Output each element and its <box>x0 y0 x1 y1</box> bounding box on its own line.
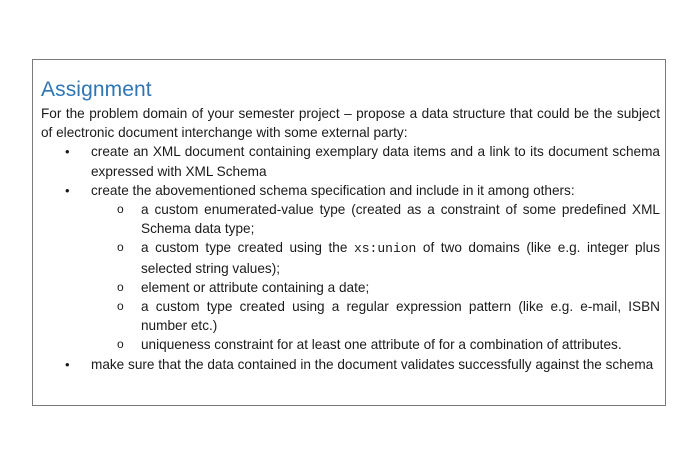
bullet-icon: • <box>65 144 70 160</box>
assignment-title: Assignment <box>41 78 152 101</box>
sub-list-item <box>91 200 660 238</box>
text-before-code: a custom type created using the <box>141 240 354 256</box>
list-item <box>41 181 660 355</box>
circle-bullet-icon: o <box>117 202 124 217</box>
text-after-code: of two domains (like e.g. integer plus selected string values); <box>141 240 660 276</box>
list-item <box>41 142 660 180</box>
circle-bullet-icon: o <box>117 240 124 255</box>
sub-list-item <box>91 297 660 335</box>
sub-bullet-list <box>91 200 660 355</box>
sub-list-item-text: a custom enumerated-value type (created as a constraint of some predefined XML Schema data type; <box>141 202 660 237</box>
sub-list-item-text: uniqueness constraint for at least one attribute of for a combination of attributes. <box>141 337 622 353</box>
sub-list-item-text <box>141 240 660 275</box>
code-xs-union: xs:union <box>353 241 417 257</box>
sub-list-item <box>91 278 660 297</box>
list-item-text: make sure that the data contained in the document validates successfully against the schema <box>91 356 654 372</box>
intro-paragraph: For the problem domain of your semester project – propose a data structure that could be the subject of electronic document interchange with some external party: <box>41 106 660 141</box>
sub-list-item-text: element or attribute containing a date; <box>141 279 370 295</box>
circle-bullet-icon: o <box>117 299 124 314</box>
list-item-text: create an XML document containing exemplary data items and a link to its document schema expressed with XML Schema <box>91 144 660 179</box>
bullet-list <box>41 142 660 373</box>
sub-list-item <box>91 335 660 354</box>
sub-list-item <box>91 238 660 277</box>
list-item-text: create the abovementioned schema specification and include in it among others: <box>91 182 575 198</box>
assignment-box <box>32 59 666 406</box>
sub-list-item-text: a custom type created using a regular expression pattern (like e.g. e-mail, ISBN number etc.) <box>141 299 660 334</box>
assignment-body <box>41 104 660 374</box>
circle-bullet-icon: o <box>117 337 124 352</box>
circle-bullet-icon: o <box>117 279 124 294</box>
list-item <box>41 355 660 374</box>
bullet-icon: • <box>65 182 70 198</box>
bullet-icon: • <box>65 356 70 372</box>
